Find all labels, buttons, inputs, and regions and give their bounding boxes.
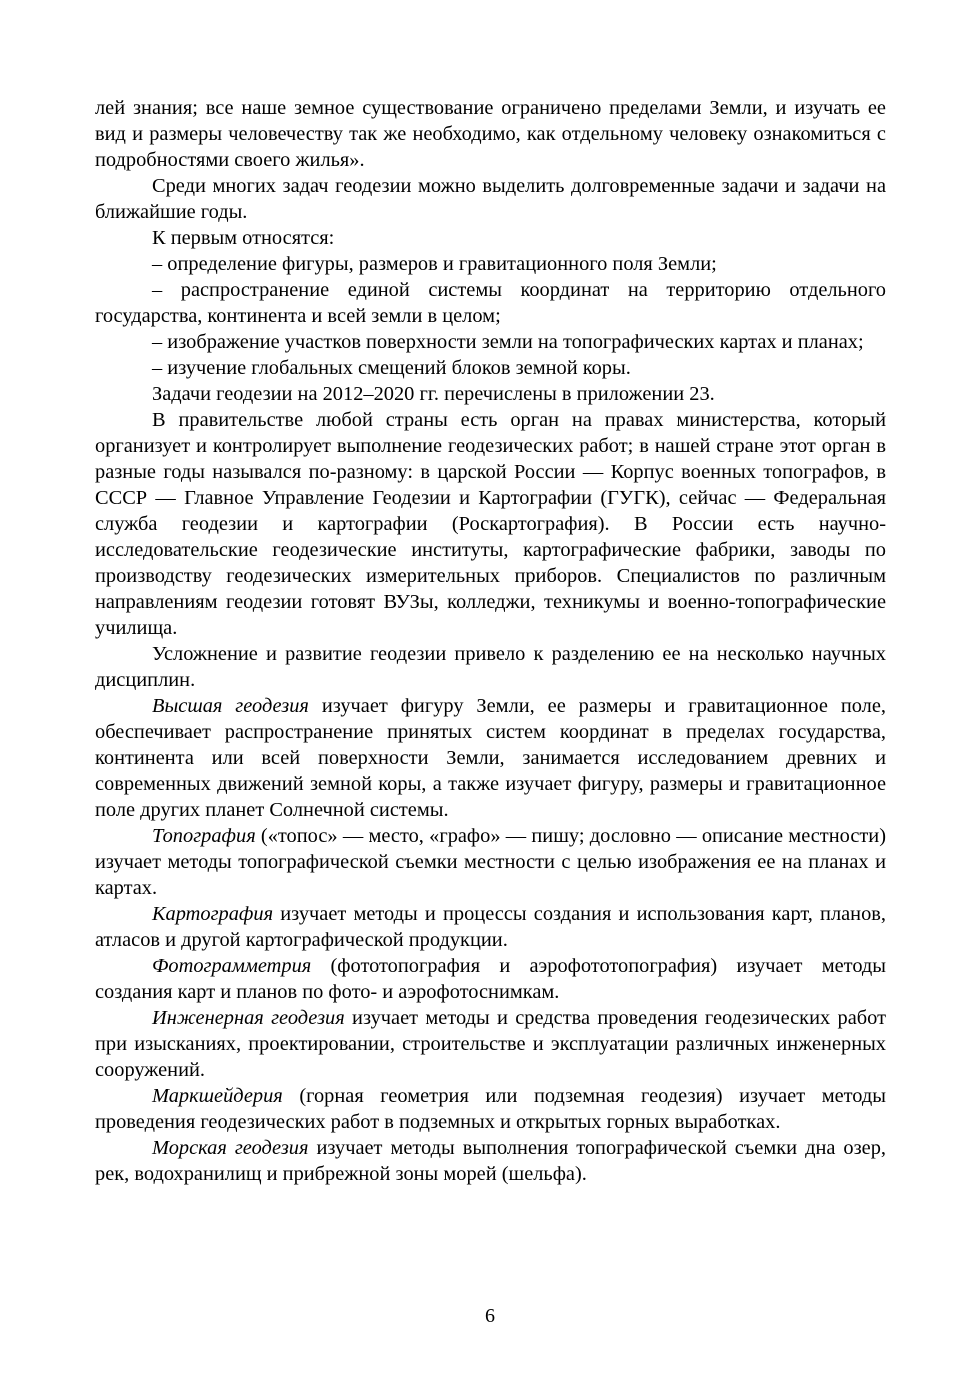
term-marine-geodesy: Морская геодезия	[152, 1137, 309, 1159]
paragraph-engineering-geodesy: Инженерная геодезия изучает методы и средства проведения геодезических работ при изысканиях, проектировании, строительстве и эксплуатации различных инженерных сооружений.	[95, 1007, 886, 1081]
term-higher-geodesy: Высшая геодезия	[152, 695, 309, 717]
paragraph-government: В правительстве любой страны есть орган на правах министерства, который организует и контролирует выполнение геодезических работ; в нашей стране этот орган в разные годы назывался по-разному: в царской России — Корпус военных топографов, в СССР — Главное Управление Геодезии и Картографии (ГУГК), сейчас — Федеральная служба геодезии и картографии (Роскартография). В России есть научно-исследовательские геодезические институты, картографические фабрики, заводы по производству геодезических измерительных приборов. Специалистов по различным направлениям геодезии готовят ВУЗы, колледжи, техникумы и военно-топографические училища.	[95, 409, 886, 639]
term-mine-surveying: Маркшейдерия	[152, 1085, 283, 1107]
paragraph-topography: Топография («топос» — место, «графо» — пишу; дословно — описание местности) изучает методы топографической съемки местности с целью изображения ее на планах и картах.	[95, 825, 886, 899]
paragraph-marine-geodesy: Морская геодезия изучает методы выполнения топографической съемки дна озер, рек, водохранилищ и прибрежной зоны морей (шельфа).	[95, 1137, 886, 1185]
paragraph-photogrammetry: Фотограмметрия (фототопография и аэрофототопография) изучает методы создания карт и планов по фото- и аэрофотоснимкам.	[95, 955, 886, 1003]
term-engineering-geodesy: Инженерная геодезия	[152, 1007, 345, 1029]
page-body	[95, 95, 886, 1187]
term-photogrammetry: Фотограмметрия	[152, 955, 312, 977]
page-number: 6	[485, 1305, 495, 1327]
paragraph-higher-geodesy: Высшая геодезия изучает фигуру Земли, ее размеры и гравитационное поле, обеспечивает распространение принятых систем координат в пределах государства, континента или всей поверхности Земли, занимается исследованием древних и современных движений земной коры, а также изучает фигуру, размеры и гравитационное поле других планет Солнечной системы.	[95, 695, 886, 821]
paragraph-continuation: лей знания; все наше земное существование ограничено пределами Земли, и изучать ее вид и размеры человечеству так же необходимо, как отдельному человеку ознакомиться с подробностями своего жилья».	[95, 97, 886, 171]
paragraph-first-tasks: К первым относятся:	[152, 227, 335, 249]
list-item: – изображение участков поверхности земли на топографических картах и планах;	[152, 331, 864, 353]
list-item: – изучение глобальных смещений блоков земной коры.	[152, 357, 631, 379]
paragraph-disciplines-intro: Усложнение и развитие геодезии привело к разделению ее на несколько научных дисциплин.	[95, 643, 886, 691]
list-item: – определение фигуры, размеров и гравитационного поля Земли;	[152, 253, 717, 275]
paragraph-cartography: Картография изучает методы и процессы создания и использования карт, планов, атласов и другой картографической продукции.	[95, 903, 886, 951]
term-cartography: Картография	[152, 903, 274, 925]
term-topography: Топография	[152, 825, 256, 847]
paragraph-tasks-intro: Среди многих задач геодезии можно выделить долговременные задачи и задачи на ближайшие годы.	[95, 175, 886, 223]
paragraph-tasks-2012: Задачи геодезии на 2012–2020 гг. перечислены в приложении 23.	[152, 383, 715, 405]
list-item: – распространение единой системы координат на территорию отдельного государства, континента и всей земли в целом;	[95, 279, 886, 327]
paragraph-mine-surveying: Маркшейдерия (горная геометрия или подземная геодезия) изучает методы проведения геодезических работ в подземных и открытых горных выработках.	[95, 1085, 886, 1133]
